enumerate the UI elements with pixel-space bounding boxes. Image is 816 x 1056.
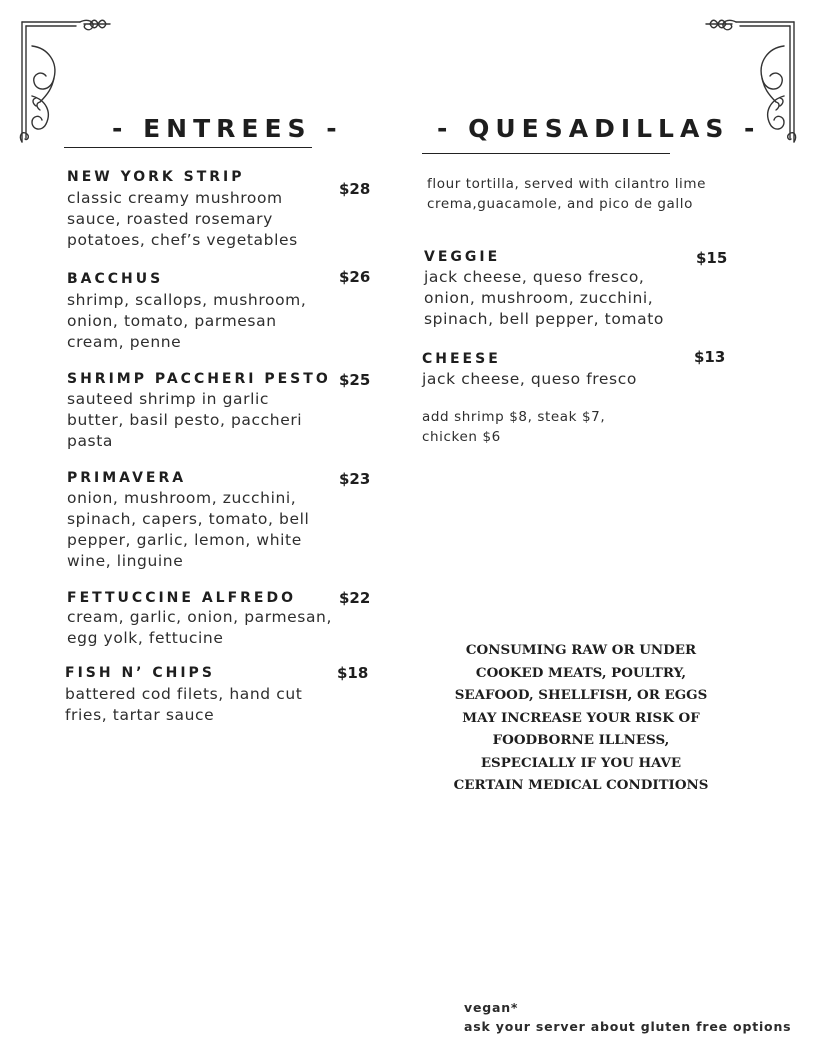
entree-name: FISH N’ CHIPS [65,665,215,681]
quesadillas-addons: add shrimp $8, steak $7, chicken $6 [422,409,606,445]
quesadillas-title: - QUESADILLAS - [437,114,761,143]
quesadilla-price: $13 [694,348,726,366]
entrees-title: - ENTREES - [112,114,343,143]
entree-price: $23 [339,470,371,488]
gluten-free-note: ask your server about gluten free options [464,1019,792,1034]
entree-description: shrimp, scallops, mushroom, onion, tomato, parmesan cream, penne [67,291,307,351]
entree-price: $28 [339,180,371,198]
health-warning: CONSUMING RAW OR UNDER COOKED MEATS, POULTRY, SEAFOOD, SHELLFISH, OR EGGS MAY INCREASE YOUR RISK OF FOODBORNE ILLNESS, ESPECIALLY IF YOU HAVE CERTAIN MEDICAL CONDITIONS [453,642,709,793]
quesadillas-intro: flour tortilla, served with cilantro lime crema,guacamole, and pico de gallo [427,176,707,212]
corner-flourish-left-icon [18,16,114,146]
entree-price: $22 [339,589,371,607]
quesadillas-divider [422,153,670,154]
entree-description: battered cod filets, hand cut fries, tartar sauce [65,685,303,724]
entree-description: cream, garlic, onion, parmesan, egg yolk, fettucine [67,608,333,647]
entree-description: sauteed shrimp in garlic butter, basil pesto, paccheri pasta [67,390,303,450]
quesadilla-name: CHEESE [422,351,501,367]
entrees-divider [64,147,312,148]
entree-description: classic creamy mushroom sauce, roasted rosemary potatoes, chef’s vegetables [67,189,298,249]
entree-name: PRIMAVERA [67,470,187,486]
entree-name: FETTUCCINE ALFREDO [67,590,297,606]
quesadilla-description: jack cheese, queso fresco [422,370,637,388]
entree-name: NEW YORK STRIP [67,169,245,185]
vegan-note: vegan* [464,1000,519,1015]
entree-price: $25 [339,371,371,389]
entree-name: SHRIMP PACCHERI PESTO [67,371,331,387]
entree-price: $18 [337,664,369,682]
quesadilla-name: VEGGIE [424,249,501,265]
quesadilla-price: $15 [696,249,728,267]
quesadilla-description: jack cheese, queso fresco, onion, mushroom, zucchini, spinach, bell pepper, tomato [424,268,664,328]
entree-price: $26 [339,268,371,286]
entree-description: onion, mushroom, zucchini, spinach, capers, tomato, bell pepper, garlic, lemon, white wine, linguine [67,489,310,570]
entree-name: BACCHUS [67,271,164,287]
